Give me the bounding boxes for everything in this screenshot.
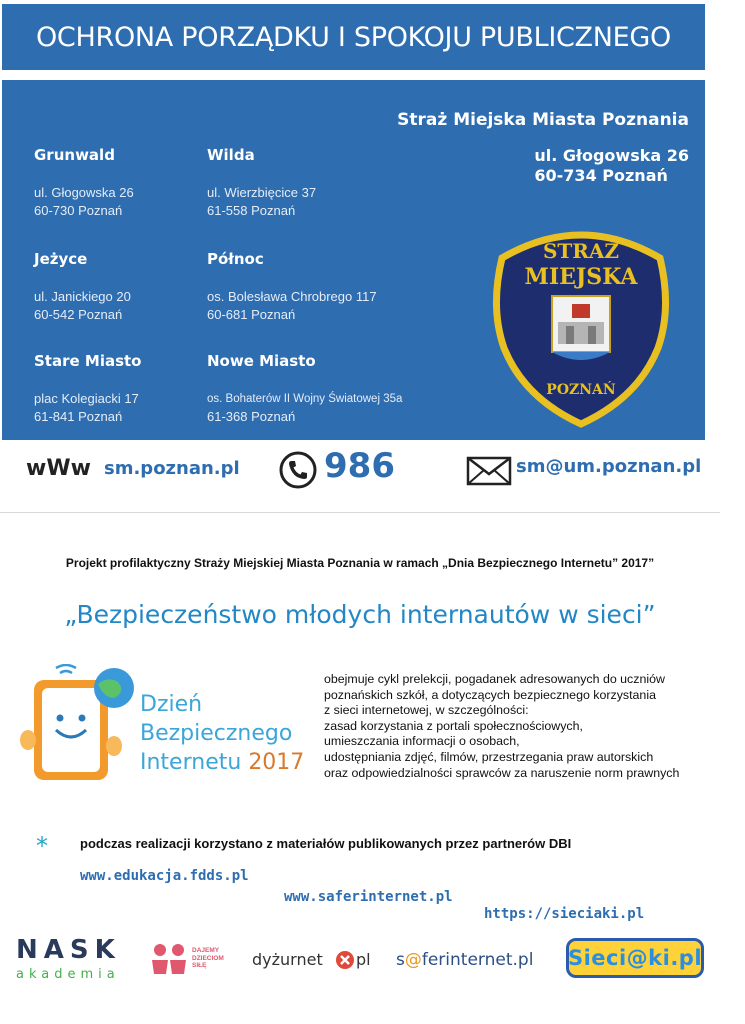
- nask-title: NASK: [16, 935, 121, 965]
- dbi-logo-text: [140, 690, 304, 777]
- description-line: udostępniania zdjęć, filmów, przestrzegania praw autorskich: [324, 749, 654, 764]
- page-title-text: OCHRONA PORZĄDKU I SPOKOJU PUBLICZNEGO: [35, 21, 671, 53]
- fdds-logo-text: DAJEMY DZIECIOM SIŁĘ: [192, 947, 224, 969]
- district-city: 60-730 Poznań: [34, 203, 123, 218]
- district-street: ul. Janickiego 20: [34, 289, 131, 304]
- badge-top-text: STRAŻ: [542, 239, 620, 263]
- district-street: plac Kolegiacki 17: [34, 391, 139, 406]
- dbi-line1: Dzień: [140, 692, 203, 717]
- headquarters-city: 60-734 Poznań: [534, 166, 668, 185]
- description-line: zasad korzystania z portali społecznościowych,: [324, 718, 583, 733]
- asterisk-icon: *: [36, 832, 48, 860]
- districts-panel: [2, 80, 705, 440]
- badge-bottom-text: POZNAŃ: [546, 382, 616, 398]
- mail-icon: [466, 456, 512, 486]
- district-street: ul. Wierzbięcice 37: [207, 185, 317, 200]
- description-line: z sieci internetowej, w szczególności:: [324, 703, 529, 718]
- coat-of-arms-icon: [552, 296, 610, 360]
- project-description: [324, 672, 724, 781]
- headquarters-street: ul. Głogowska 26: [534, 146, 689, 165]
- district-jezyce: [34, 250, 131, 324]
- project-headline: „Bezpieczeństwo młodych internautów w sieci”: [64, 600, 656, 629]
- district-nowe-miasto: [207, 352, 402, 426]
- dyzurnet-logo-text: dyżurnet: [252, 950, 323, 969]
- district-address: [34, 184, 134, 220]
- district-city: 60-681 Poznań: [207, 307, 296, 322]
- description-line: oraz odpowiedzialności sprawców za naruszenie norm prawnych: [324, 765, 680, 780]
- description-line: poznańskich szkół, a dotyczących bezpiecznego korzystania: [324, 687, 656, 702]
- safer-rest: ferinternet.pl: [421, 950, 534, 970]
- district-name: Grunwald: [34, 146, 115, 164]
- district-name: Wilda: [207, 146, 255, 164]
- dbi-line3: Internetu: [140, 750, 242, 775]
- dbi-line3-wrap: [140, 748, 304, 777]
- description-line: umieszczania informacji o osobach,: [324, 734, 520, 749]
- safer-at: @: [404, 950, 422, 970]
- district-street: os. Bohaterów II Wojny Światowej 35a: [207, 393, 403, 405]
- sieciaki-logo-text: Sieci@ki.pl: [567, 946, 703, 970]
- district-address: [207, 288, 377, 324]
- district-city: 60-542 Poznań: [34, 307, 123, 322]
- sieciaki-logo: [566, 938, 704, 978]
- nask-subtitle: akademia: [16, 967, 120, 982]
- district-address: [34, 390, 141, 426]
- badge-middle-text: MIEJSKA: [524, 264, 638, 290]
- district-polnoc: [207, 250, 377, 324]
- district-wilda: [207, 146, 316, 220]
- page-title: [2, 4, 705, 70]
- partner-link-saferinternet[interactable]: www.saferinternet.pl: [284, 889, 453, 905]
- district-grunwald: [34, 146, 134, 220]
- district-name: Północ: [207, 250, 264, 268]
- partner-link-fdds[interactable]: www.edukacja.fdds.pl: [80, 868, 249, 884]
- district-city: 61-841 Poznań: [34, 409, 123, 424]
- description-line: obejmuje cykl prelekcji, pogadanek adresowanych do uczniów: [324, 672, 665, 686]
- district-name: Jeżyce: [34, 250, 88, 268]
- www-icon: wWw: [26, 456, 91, 481]
- phone-icon: [278, 450, 318, 490]
- headquarters-address: [534, 146, 689, 186]
- district-stare-miasto: [34, 352, 141, 426]
- district-address: [34, 288, 131, 324]
- nask-logo: [16, 935, 121, 982]
- partner-link-sieciaki[interactable]: https://sieciaki.pl: [484, 906, 645, 922]
- phone-number[interactable]: 986: [324, 446, 395, 486]
- saferinternet-logo: [396, 950, 533, 970]
- email-link[interactable]: sm@um.poznan.pl: [516, 456, 702, 477]
- district-street: os. Bolesława Chrobrego 117: [207, 289, 377, 304]
- district-name: Nowe Miasto: [207, 352, 316, 370]
- district-street: ul. Głogowska 26: [34, 185, 134, 200]
- district-city: 61-368 Poznań: [207, 409, 296, 424]
- website-link[interactable]: sm.poznan.pl: [104, 458, 240, 479]
- district-address: [207, 184, 316, 220]
- district-city: 61-558 Poznań: [207, 203, 296, 218]
- safer-s: s: [396, 950, 405, 970]
- district-name: Stare Miasto: [34, 352, 142, 370]
- contact-row: [2, 446, 705, 494]
- city-guard-badge-icon: [488, 218, 674, 428]
- dbi-year: 2017: [248, 750, 305, 775]
- dbi-line2: Bezpiecznego: [140, 721, 293, 746]
- dyzurnet-pl-text: pl: [356, 950, 371, 969]
- partners-note: podczas realizacji korzystano z materiałów publikowanych przez partnerów DBI: [80, 836, 572, 851]
- project-intro: Projekt profilaktyczny Straży Miejskiej Miasta Poznania w ramach „Dnia Bezpiecznego Internetu” 2017”: [65, 556, 655, 570]
- district-address: [207, 390, 402, 426]
- dyzurnet-x-icon: [335, 950, 355, 970]
- headquarters-title: Straż Miejska Miasta Poznania: [397, 110, 689, 130]
- divider: [0, 512, 720, 513]
